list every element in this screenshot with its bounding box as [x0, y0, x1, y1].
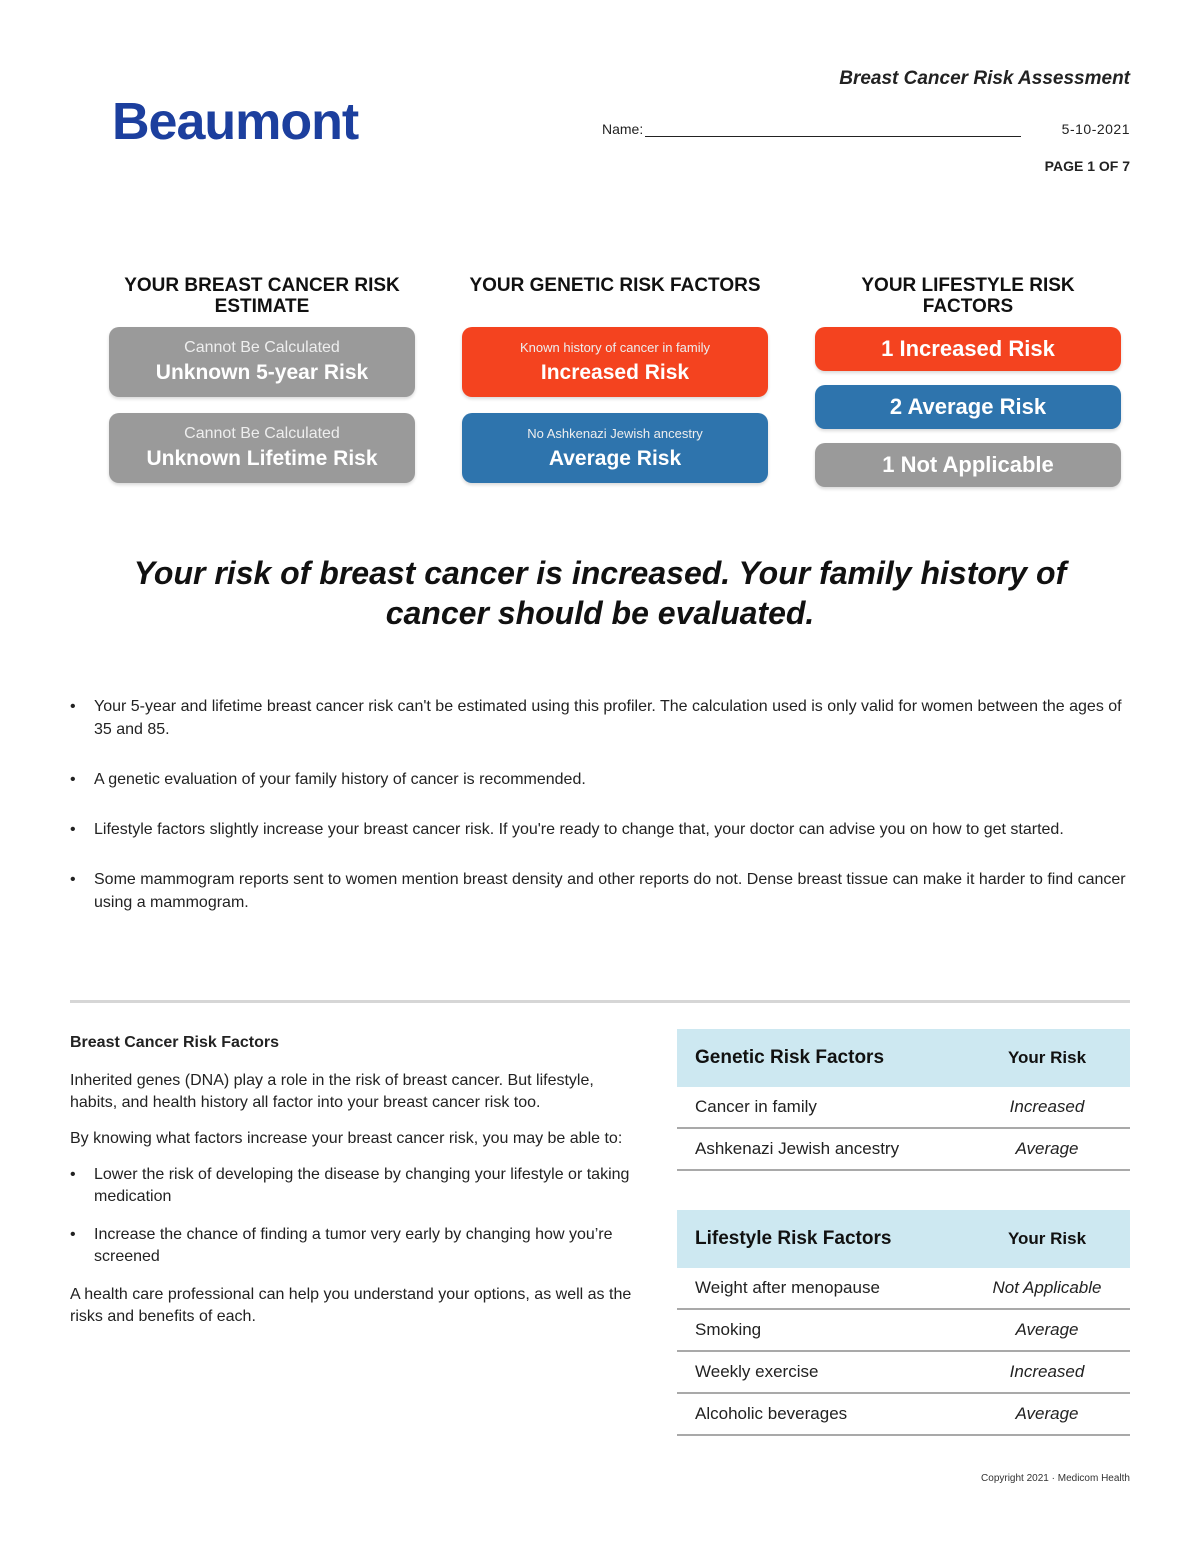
info-list	[70, 1164, 640, 1268]
copyright: Copyright 2021 · Medicom Health	[981, 1473, 1130, 1484]
risk-estimate-column	[109, 275, 415, 499]
document-title: Breast Cancer Risk Assessment	[839, 68, 1130, 89]
info-list-item: • Increase the chance of finding a tumor very early by changing how you’re screened	[70, 1224, 640, 1268]
risk-factors-info	[70, 1032, 640, 1342]
lifetime-risk-card	[109, 413, 415, 483]
factor-name: Cancer in family	[677, 1087, 964, 1128]
family-history-card	[462, 327, 768, 397]
five-year-risk-main: Unknown 5-year Risk	[155, 361, 369, 384]
factor-risk: Average	[964, 1309, 1130, 1351]
factor-risk: Not Applicable	[964, 1268, 1130, 1309]
factor-risk: Increased	[964, 1351, 1130, 1393]
name-field-line	[645, 120, 1021, 137]
factor-name: Alcoholic beverages	[677, 1393, 964, 1435]
info-paragraph: Inherited genes (DNA) play a role in the risk of breast cancer. But lifestyle, habits, and health history all factor into your breast cancer risk too.	[70, 1072, 594, 1111]
factor-risk: Average	[964, 1393, 1130, 1435]
risk-headline: Your risk of breast cancer is increased. Your family history of cancer should be evaluated.	[133, 555, 1067, 631]
table-row	[677, 1087, 1130, 1128]
summary-bullets	[70, 695, 1130, 941]
factor-name: Weekly exercise	[677, 1351, 964, 1393]
lifestyle-risk-title: YOUR LIFESTYLE RISK FACTORS	[861, 275, 1075, 317]
beaumont-logo: Beaumont	[112, 93, 359, 151]
genetic-risk-column	[462, 275, 768, 499]
family-history-sub: Known history of cancer in family	[519, 340, 711, 355]
factor-risk: Increased	[964, 1087, 1130, 1128]
factor-name: Weight after menopause	[677, 1268, 964, 1309]
family-history-main: Increased Risk	[540, 361, 690, 384]
ancestry-card	[462, 413, 768, 483]
factor-name: Smoking	[677, 1309, 964, 1351]
five-year-risk-sub: Cannot Be Calculated	[184, 339, 340, 356]
factor-risk: Average	[964, 1128, 1130, 1170]
summary-bullet: • Your 5-year and lifetime breast cancer risk can't be estimated using this profiler. The calculation used is only valid for women between the ages of 35 and 85.	[70, 695, 1130, 741]
name-row	[602, 120, 1130, 137]
factor-name: Ashkenazi Jewish ancestry	[677, 1128, 964, 1170]
genetic-table-col: Your Risk	[964, 1029, 1130, 1087]
report-date: 5-10-2021	[1061, 121, 1130, 137]
page-number: PAGE 1 OF 7	[1044, 158, 1130, 174]
table-row	[677, 1268, 1130, 1309]
table-row	[677, 1393, 1130, 1435]
lifestyle-average-card: 2 Average Risk	[815, 385, 1121, 429]
genetic-table-title: Genetic Risk Factors	[677, 1029, 964, 1087]
summary-bullet: • A genetic evaluation of your family history of cancer is recommended.	[70, 768, 1130, 791]
ancestry-sub: No Ashkenazi Jewish ancestry	[527, 426, 703, 441]
info-heading: Breast Cancer Risk Factors	[70, 1034, 279, 1051]
table-row	[677, 1351, 1130, 1393]
info-paragraph: A health care professional can help you understand your options, as well as the risks and benefits of each.	[70, 1286, 632, 1325]
five-year-risk-card	[109, 327, 415, 397]
table-row	[677, 1309, 1130, 1351]
lifetime-risk-sub: Cannot Be Calculated	[184, 425, 340, 442]
info-list-item: • Lower the risk of developing the disease by changing your lifestyle or taking medication	[70, 1164, 640, 1208]
genetic-risk-table	[677, 1029, 1130, 1171]
name-label: Name:	[602, 121, 644, 137]
lifestyle-table-col: Your Risk	[964, 1210, 1130, 1268]
summary-bullet: • Some mammogram reports sent to women mention breast density and other reports do not. Dense breast tissue can make it harder to find cancer using a mammogram.	[70, 868, 1130, 914]
info-paragraph: By knowing what factors increase your breast cancer risk, you may be able to:	[70, 1130, 623, 1147]
risk-estimate-title: YOUR BREAST CANCER RISK ESTIMATE	[124, 275, 400, 317]
lifetime-risk-main: Unknown Lifetime Risk	[146, 447, 378, 470]
lifestyle-risk-table	[677, 1210, 1130, 1436]
summary-bullet: • Lifestyle factors slightly increase your breast cancer risk. If you're ready to change that, your doctor can advise you on how to get started.	[70, 818, 1130, 841]
lifestyle-table-title: Lifestyle Risk Factors	[677, 1210, 964, 1268]
lifestyle-risk-column	[815, 275, 1121, 501]
genetic-risk-title: YOUR GENETIC RISK FACTORS	[469, 275, 761, 296]
section-divider	[70, 1000, 1130, 1003]
table-row	[677, 1128, 1130, 1170]
ancestry-main: Average Risk	[548, 447, 682, 470]
lifestyle-na-card: 1 Not Applicable	[815, 443, 1121, 487]
lifestyle-increased-card: 1 Increased Risk	[815, 327, 1121, 371]
